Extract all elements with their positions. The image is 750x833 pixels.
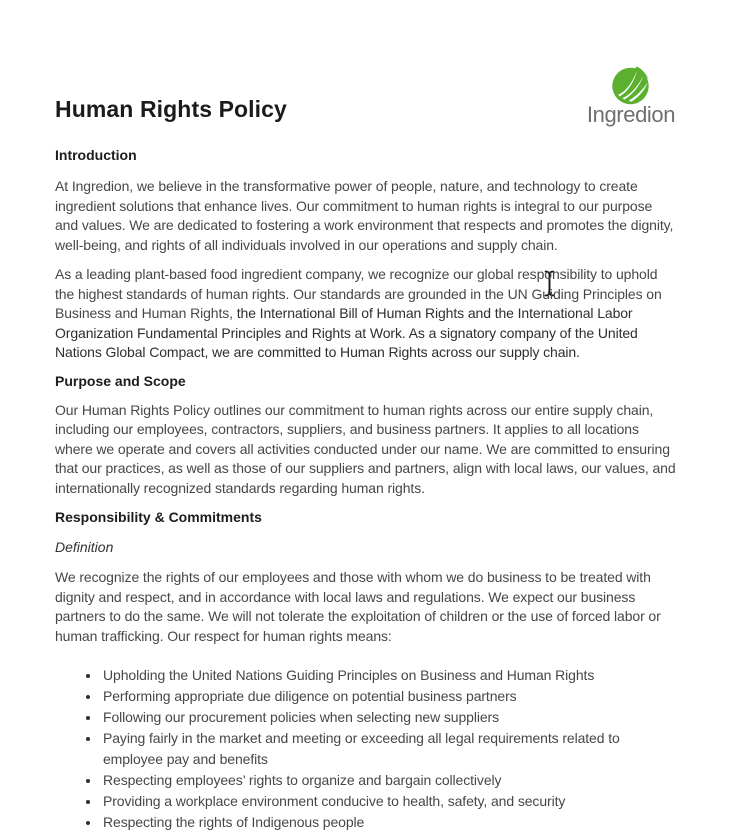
- list-item: Upholding the United Nations Guiding Principles on Business and Human Rights: [103, 665, 679, 686]
- paragraph-run: Our Human Rights Policy outlines our commitment to human rights across our entire supply chain, including our employees, contractors, suppliers, and business partners. It applies to all locations where we operate and covers all activities conducted under our name. We are committed to ensuring that our practices, as well as those of our suppliers and partners, align with local laws, our values, and internationally recognized standards regarding human rights.: [55, 401, 676, 496]
- list-item: Providing a workplace environment conducive to health, safety, and security: [103, 791, 679, 812]
- page-title: Human Rights Policy: [55, 96, 287, 122]
- paragraph-run: As a leading plant-based food ingredient company, we recognize our global responsibility to uphold the highest standards of human rights. Our standards are grounded in the UN Guiding Principles on Business and Human Rights,: [55, 266, 662, 321]
- list-item: Paying fairly in the market and meeting or exceeding all legal requirements related to employee pay and benefits: [103, 728, 679, 770]
- policy-document-body: [55, 0, 679, 833]
- ingredion-wordmark: Ingredion: [586, 102, 676, 127]
- list-item: Performing appropriate due diligence on potential business partners: [103, 686, 679, 707]
- paragraph-run: We recognize the rights of our employees and those with whom we do business to be treated with dignity and respect, and in accordance with local laws and regulations. We expect our business partners to do the same. We will not tolerate the exploitation of children or the use of forced labor or human trafficking. Our respect for human rights means:: [55, 569, 661, 644]
- list-item: Respecting the rights of Indigenous people: [103, 812, 679, 833]
- intro-paragraph-1: [55, 177, 679, 255]
- paragraph-run-dark: the International Bill of Human Rights and the International Labor Organization Fundamental Principles and Rights at Work. As a signatory company of the United Nations Global Compact, we are committed to Human Rights across our supply chain.: [55, 305, 638, 360]
- definition-paragraph: [55, 568, 679, 646]
- purpose-paragraph: [55, 401, 679, 499]
- commitments-bullet-list: [55, 665, 679, 833]
- section-heading-purpose-and-scope: Purpose and Scope: [55, 372, 186, 389]
- intro-paragraph-2: [55, 265, 679, 363]
- list-item: Following our procurement policies when selecting new suppliers: [103, 707, 679, 728]
- section-heading-introduction: Introduction: [55, 147, 137, 163]
- section-heading-responsibility-commitments: Responsibility & Commitments: [55, 509, 262, 525]
- paragraph-run: At Ingredion, we believe in the transformative power of people, nature, and technology to create ingredient solutions that enhance lives. Our commitment to human rights is integral to our purpose and values. We are dedicated to fostering a work environment that respects and promotes the dignity, well-being, and rights of all individuals involved in our operations and supply chain.: [55, 178, 674, 253]
- subheading-definition: Definition: [55, 539, 114, 555]
- list-item: Respecting employees’ rights to organize and bargain collectively: [103, 770, 679, 791]
